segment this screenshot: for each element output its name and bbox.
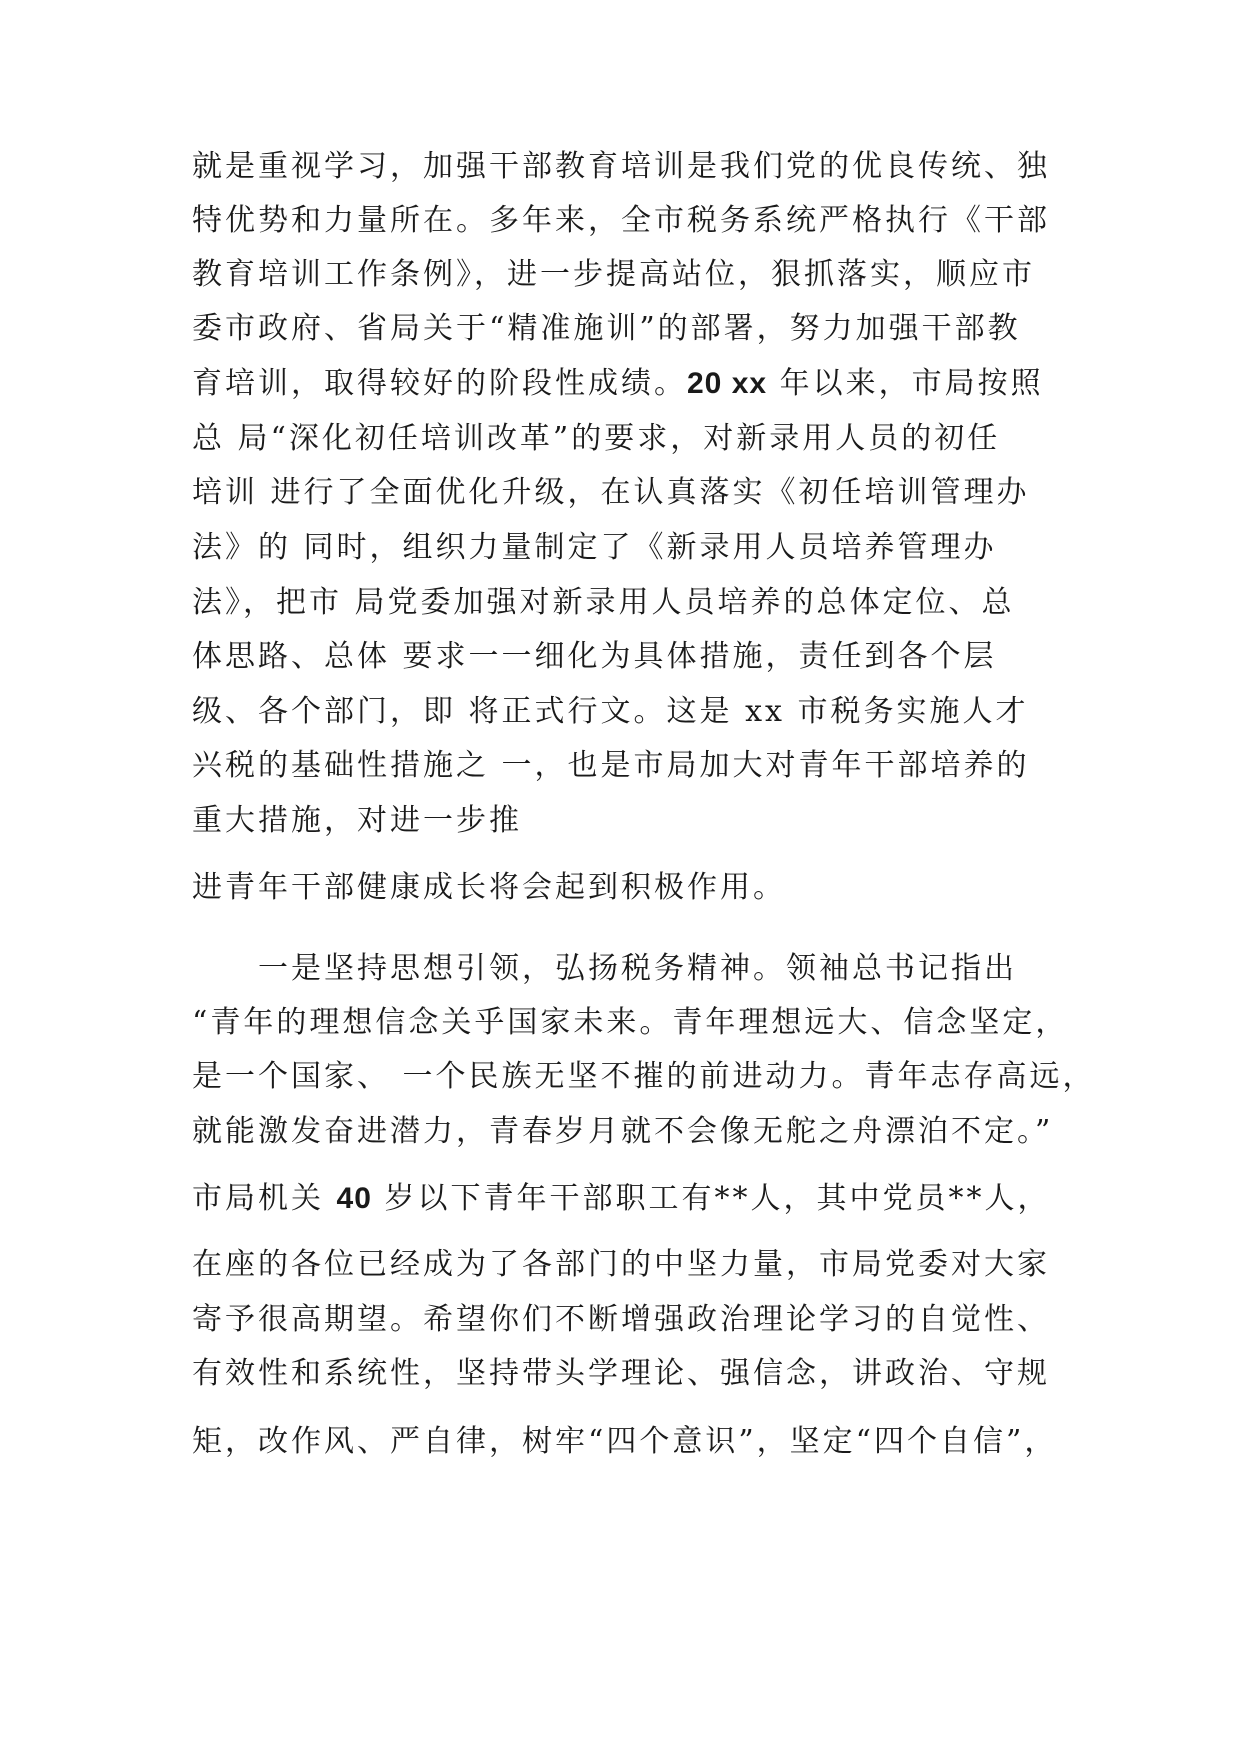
age-number: 40 [336, 1182, 372, 1215]
text-line: 委市政府、省局关于“精准施训”的部署，努力加强干部教 [192, 311, 1021, 346]
text-line: 教育培训工作条例》，进一步提高站位，狠抓落实，顺应市 [192, 257, 1035, 292]
text-line: 体思路、总体 要求一一细化为具体措施，责任到各个层 [192, 639, 997, 674]
text-line: 级、各个部门，即 将正式行文。这是 xx 市税务实施人才 [192, 694, 1029, 729]
text-line: 一是坚持思想引领，弘扬税务精神。领袖总书记指出 [258, 951, 1017, 986]
text-line-with-year [192, 366, 1044, 401]
text-segment: 育培训，取得较好的阶段性成绩。 [192, 366, 687, 401]
text-line: 有效性和系统性，坚持带头学理论、强信念，讲政治、守规 [192, 1356, 1050, 1391]
text-segment: 岁以下青年干部职工有**人，其中党员**人， [371, 1181, 1051, 1216]
text-line: 在座的各位已经成为了各部门的中坚力量，市局党委对大家 [192, 1247, 1050, 1282]
text-line: “青年的理想信念关乎国家未来。青年理想远大、信念坚定， [192, 1005, 1069, 1040]
text-line: 就是重视学习，加强干部教育培训是我们党的优良传统、独 [192, 149, 1050, 184]
text-line: 进青年干部健康成长将会起到积极作用。 [192, 870, 786, 905]
text-line: 矩，改作风、严自律，树牢“四个意识”，坚定“四个自信”， [192, 1424, 1058, 1459]
text-segment: 市局机关 [192, 1181, 337, 1216]
text-line: 特优势和力量所在。多年来，全市税务系统严格执行《干部 [192, 203, 1050, 238]
text-line: 寄予很高期望。希望你们不断增强政治理论学习的自觉性、 [192, 1302, 1050, 1337]
year-number: 20 xx [687, 367, 768, 400]
text-line: 是一个国家、 一个民族无坚不摧的前进动力。青年志存高远， [192, 1059, 1096, 1094]
text-line-with-number [192, 1181, 1051, 1216]
text-line: 兴税的基础性措施之 一，也是市局加大对青年干部培养的 [192, 748, 1030, 783]
text-line: 总 局“深化初任培训改革”的要求，对新录用人员的初任 [192, 421, 1001, 456]
text-line: 法》的 同时，组织力量制定了《新录用人员培养管理办 [192, 530, 997, 565]
text-segment: 年以来，市局按照 [767, 366, 1044, 401]
text-line: 就能激发奋进潜力，青春岁月就不会像无舵之舟漂泊不定。” [192, 1114, 1054, 1149]
text-line: 法》，把市 局党委加强对新录用人员培养的总体定位、总 [192, 585, 1015, 620]
text-line: 重大措施，对进一步推 [192, 803, 522, 838]
text-line: 培训 进行了全面优化升级，在认真落实《初任培训管理办 [192, 475, 1030, 510]
